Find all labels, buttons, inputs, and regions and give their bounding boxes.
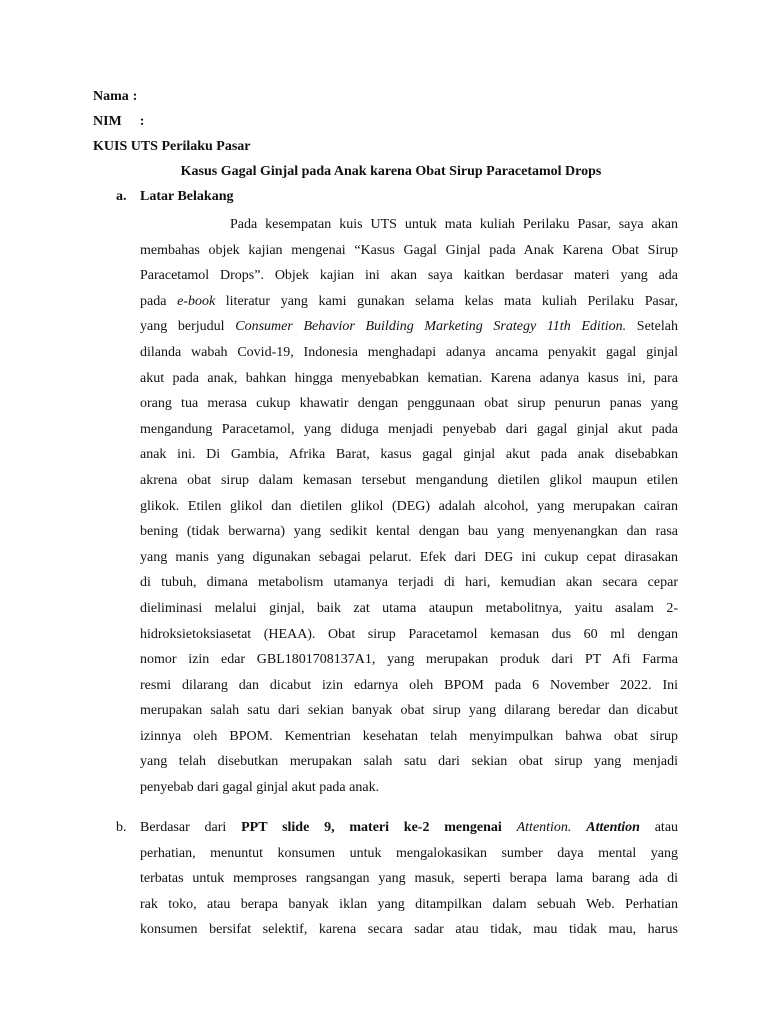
line-text: Setelah	[636, 319, 679, 335]
document-title-text: Kasus Gagal Ginjal pada Anak karena Obat Sirup Paracetamol Drops	[180, 164, 602, 179]
paragraph-line: yang manis yang digunakan sebagai pelarut. Efek dari DEG ini cukup cepat dirasakan	[140, 549, 678, 565]
paragraph-line: izinnya oleh BPOM. Kementrian kesehatan telah menyimpulkan bahwa obat sirup	[140, 728, 678, 744]
paragraph-line: nomor izin edar GBL1801708137A1, yang merupakan produk dari PT Afi Farma	[140, 652, 678, 668]
paragraph-line: resmi dilarang dan dicabut izin edarnya oleh BPOM pada 6 November 2022. Ini	[140, 677, 678, 693]
line-suffix: atau	[654, 820, 679, 835]
section-b-paragraph	[140, 815, 678, 943]
paragraph-line: Paracetamol Drops”. Objek kajian ini akan saya kaitkan berdasar materi yang ada	[140, 268, 678, 284]
paragraph-line: merupakan salah satu dari sekian banyak obat sirup yang dilarang beredar dan dicabut	[140, 703, 678, 719]
italic-term: Attention.	[516, 820, 572, 835]
nim-field	[93, 112, 144, 132]
line-text: yang berjudul	[140, 319, 225, 335]
paragraph-line	[140, 314, 678, 340]
paragraph-line: akut pada anak, bahkan hingga menyebabkan kematian. Karena adanya kasus ini, para	[140, 370, 678, 386]
paragraph-line	[140, 815, 678, 841]
section-a-heading: Latar Belakang	[140, 189, 234, 204]
paragraph-line: glikok. Etilen glikol dan dietilen glikol (DEG) adalah alcohol, yang merupakan cairan	[140, 498, 678, 514]
paragraph-line	[140, 289, 678, 315]
paragraph-line: orang tua merasa cukup khawatir dengan penggunaan obat sirup penurun panas yang	[140, 396, 678, 412]
section-b-marker: b.	[116, 820, 127, 835]
paragraph-line: yang telah disebutkan merupakan salah satu dari sekian obat sirup yang menjadi	[140, 754, 678, 770]
line-prefix: Berdasar dari	[140, 820, 227, 835]
book-title: Consumer Behavior Building Marketing Srategy 11th Edition.	[235, 319, 627, 335]
paragraph-line: di tubuh, dimana metabolism utamanya terjadi di hari, kemudian akan secara cepar	[140, 575, 678, 591]
nim-colon: :	[139, 114, 145, 129]
nama-label: Nama	[93, 89, 129, 104]
nama-field	[93, 87, 137, 107]
document-title	[0, 162, 768, 182]
bold-italic-term: Attention	[586, 820, 640, 835]
paragraph-line: bening (tidak berwarna) yang sedikit kental dengan bau yang menyenangkan dan rasa	[140, 524, 678, 540]
paragraph-line: dieliminasi melalui ginjal, baik zat utama ataupun metabolitnya, yaitu asalam 2-	[140, 600, 678, 616]
paragraph-line: terbatas untuk memproses rangsangan yang masuk, seperti berapa lama barang ada di	[140, 871, 678, 887]
paragraph-line: penyebab dari gagal ginjal akut pada anak.	[140, 780, 380, 796]
section-a-paragraph	[140, 212, 678, 801]
paragraph-line: rak toko, atau berapa banyak iklan yang ditampilkan dalam sebuah Web. Perhatian	[140, 896, 678, 912]
paragraph-line: anak ini. Di Gambia, Afrika Barat, kasus gagal ginjal akut pada anak disebabkan	[140, 447, 678, 463]
kuis-title: KUIS UTS Perilaku Pasar	[93, 139, 251, 154]
nim-label: NIM	[93, 114, 122, 129]
paragraph-line: mengandung Paracetamol, yang diduga menjadi penyebab dari gagal ginjal akut pada	[140, 421, 678, 437]
paragraph-line: akrena obat sirup dalam kemasan tersebut mengandung dietilen glikol maupun etilen	[140, 472, 678, 488]
paragraph-line: hidroksietoksiasetat (HEAA). Obat sirup Paracetamol kemasan dus 60 ml dengan	[140, 626, 678, 642]
paragraph-line: dilanda wabah Covid-19, Indonesia menghadapi adanya ancama penyakit gagal ginjal	[140, 344, 678, 360]
line-prefix: pada	[140, 293, 167, 309]
paragraph-line: Pada kesempatan kuis UTS untuk mata kuliah Perilaku Pasar, saya akan	[230, 217, 678, 232]
bold-reference: PPT slide 9, materi ke-2 mengenai	[241, 820, 502, 835]
paragraph-line: perhatian, menuntut konsumen untuk mengalokasikan sumber daya mental yang	[140, 845, 678, 861]
section-a-marker: a.	[116, 189, 127, 204]
paragraph-line: membahas objek kajian mengenai “Kasus Gagal Ginjal pada Anak Karena Obat Sirup	[140, 242, 678, 258]
ebook-term: e-book	[177, 293, 216, 309]
line-text: literatur yang kami gunakan selama kelas mata kuliah Perilaku Pasar,	[225, 293, 679, 309]
nama-colon: :	[132, 89, 138, 104]
paragraph-line: konsumen bersifat selektif, karena secara sadar atau tidak, mau tidak mau, harus	[140, 922, 678, 938]
